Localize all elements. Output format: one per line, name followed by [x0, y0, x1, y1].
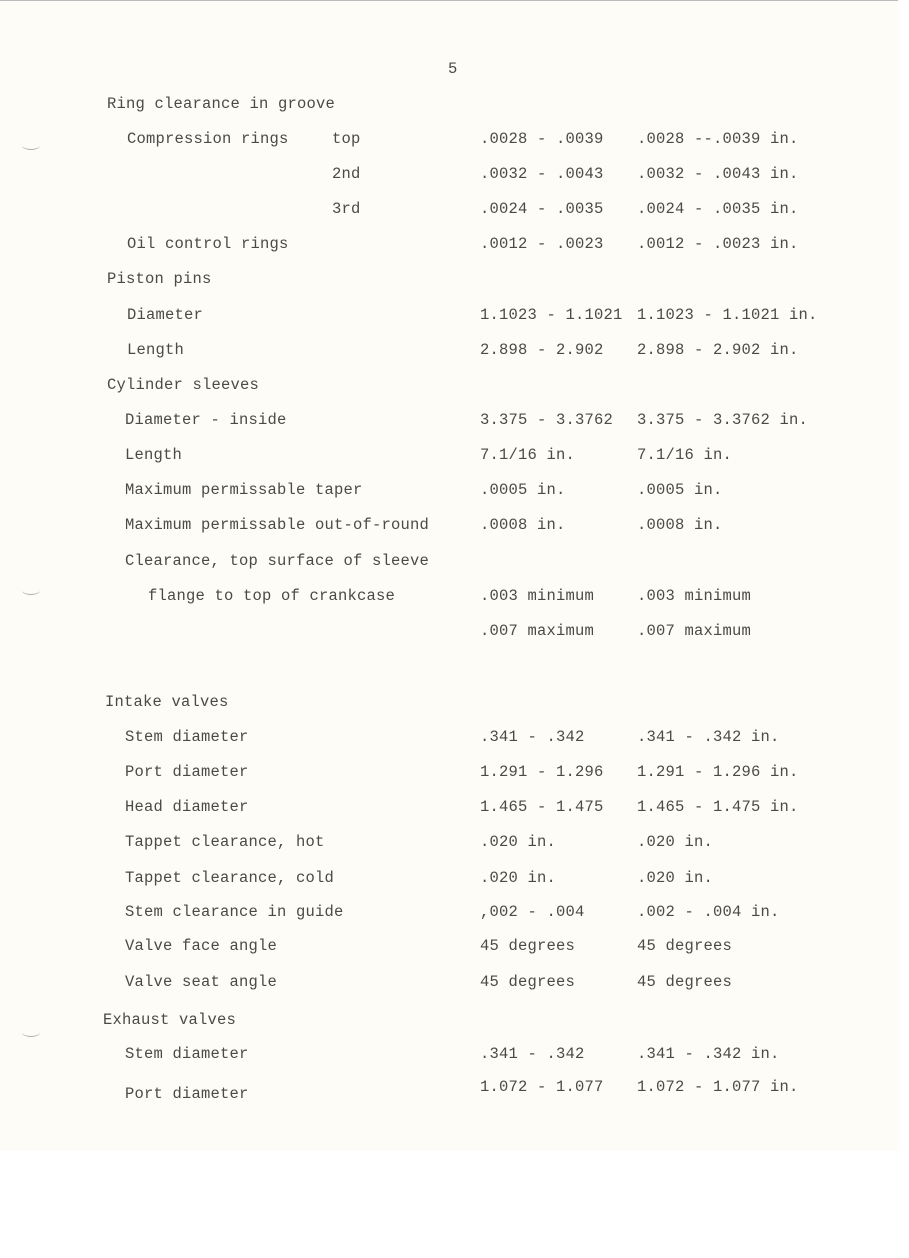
- spec-value-standard: 1.291 - 1.296: [480, 763, 604, 781]
- spec-value-limit: .0005 in.: [637, 481, 723, 499]
- punch-hole-mark: [22, 1028, 40, 1037]
- spec-label: Oil control rings: [127, 235, 289, 253]
- spec-label: Diameter: [127, 306, 204, 324]
- spec-value-limit: .0032 - .0043 in.: [637, 165, 799, 183]
- spec-value-standard: 1.1023 - 1.1021: [480, 306, 623, 324]
- spec-value-standard: 2.898 - 2.902: [480, 341, 604, 359]
- spec-value-standard: ,002 - .004: [480, 903, 585, 921]
- spec-value-limit: .020 in.: [637, 833, 714, 851]
- spec-value-standard: .003 minimum: [480, 587, 595, 605]
- spec-label: Valve seat angle: [125, 973, 278, 991]
- spec-value-limit: .020 in.: [637, 869, 714, 887]
- spec-value-limit: 2.898 - 2.902 in.: [637, 341, 799, 359]
- spec-label: Head diameter: [125, 798, 249, 816]
- spec-label: Tappet clearance, hot: [125, 833, 325, 851]
- spec-label: Cylinder sleeves: [107, 376, 260, 394]
- spec-label: Stem diameter: [125, 728, 249, 746]
- spec-label: Stem clearance in guide: [125, 903, 344, 921]
- spec-sublabel: top: [332, 130, 361, 148]
- spec-value-standard: 1.072 - 1.077: [480, 1078, 604, 1096]
- punch-hole-mark: [22, 586, 40, 595]
- spec-value-limit: .007 maximum: [637, 622, 752, 640]
- spec-value-standard: .0028 - .0039: [480, 130, 604, 148]
- spec-value-standard: .020 in.: [480, 869, 557, 887]
- spec-label: Piston pins: [107, 270, 212, 288]
- punch-hole-mark: [22, 141, 40, 150]
- spec-label: Length: [127, 341, 185, 359]
- spec-value-limit: .0024 - .0035 in.: [637, 200, 799, 218]
- spec-value-limit: .0008 in.: [637, 516, 723, 534]
- spec-value-limit: .002 - .004 in.: [637, 903, 780, 921]
- spec-value-limit: .0012 - .0023 in.: [637, 235, 799, 253]
- spec-value-standard: 45 degrees: [480, 937, 576, 955]
- spec-value-limit: 1.465 - 1.475 in.: [637, 798, 799, 816]
- spec-value-limit: .0028 --.0039 in.: [637, 130, 799, 148]
- spec-label: Compression rings: [127, 130, 289, 148]
- spec-label: Exhaust valves: [103, 1011, 237, 1029]
- spec-label: Port diameter: [125, 763, 249, 781]
- page-number: 5: [448, 60, 458, 78]
- spec-label: Intake valves: [105, 693, 229, 711]
- spec-label: Tappet clearance, cold: [125, 869, 335, 887]
- spec-sublabel: 2nd: [332, 165, 361, 183]
- spec-value-limit: 45 degrees: [637, 973, 733, 991]
- spec-value-standard: .341 - .342: [480, 728, 585, 746]
- spec-label: Port diameter: [125, 1085, 249, 1103]
- spec-value-standard: .0024 - .0035: [480, 200, 604, 218]
- spec-label: Maximum permissable taper: [125, 481, 363, 499]
- spec-label: Stem diameter: [125, 1045, 249, 1063]
- spec-value-standard: .0008 in.: [480, 516, 566, 534]
- spec-value-standard: .0005 in.: [480, 481, 566, 499]
- spec-value-limit: .341 - .342 in.: [637, 728, 780, 746]
- spec-value-limit: 1.1023 - 1.1021 in.: [637, 306, 818, 324]
- spec-label: Diameter - inside: [125, 411, 287, 429]
- spec-value-standard: 7.1/16 in.: [480, 446, 576, 464]
- spec-value-standard: .0032 - .0043: [480, 165, 604, 183]
- spec-value-standard: .341 - .342: [480, 1045, 585, 1063]
- spec-value-limit: 7.1/16 in.: [637, 446, 733, 464]
- spec-value-limit: 45 degrees: [637, 937, 733, 955]
- spec-value-standard: 1.465 - 1.475: [480, 798, 604, 816]
- spec-value-standard: 3.375 - 3.3762: [480, 411, 614, 429]
- spec-value-standard: .0012 - .0023: [480, 235, 604, 253]
- spec-value-limit: 3.375 - 3.3762 in.: [637, 411, 809, 429]
- spec-value-limit: 1.291 - 1.296 in.: [637, 763, 799, 781]
- spec-sublabel: 3rd: [332, 200, 361, 218]
- spec-value-limit: 1.072 - 1.077 in.: [637, 1078, 799, 1096]
- spec-label: Maximum permissable out-of-round: [125, 516, 430, 534]
- spec-label: Valve face angle: [125, 937, 278, 955]
- spec-value-standard: 45 degrees: [480, 973, 576, 991]
- spec-value-standard: .007 maximum: [480, 622, 595, 640]
- spec-label: Ring clearance in groove: [107, 95, 336, 113]
- spec-value-limit: .003 minimum: [637, 587, 752, 605]
- spec-label: Length: [125, 446, 183, 464]
- spec-label: Clearance, top surface of sleeve: [125, 552, 430, 570]
- spec-value-limit: .341 - .342 in.: [637, 1045, 780, 1063]
- spec-value-standard: .020 in.: [480, 833, 557, 851]
- spec-label: flange to top of crankcase: [148, 587, 396, 605]
